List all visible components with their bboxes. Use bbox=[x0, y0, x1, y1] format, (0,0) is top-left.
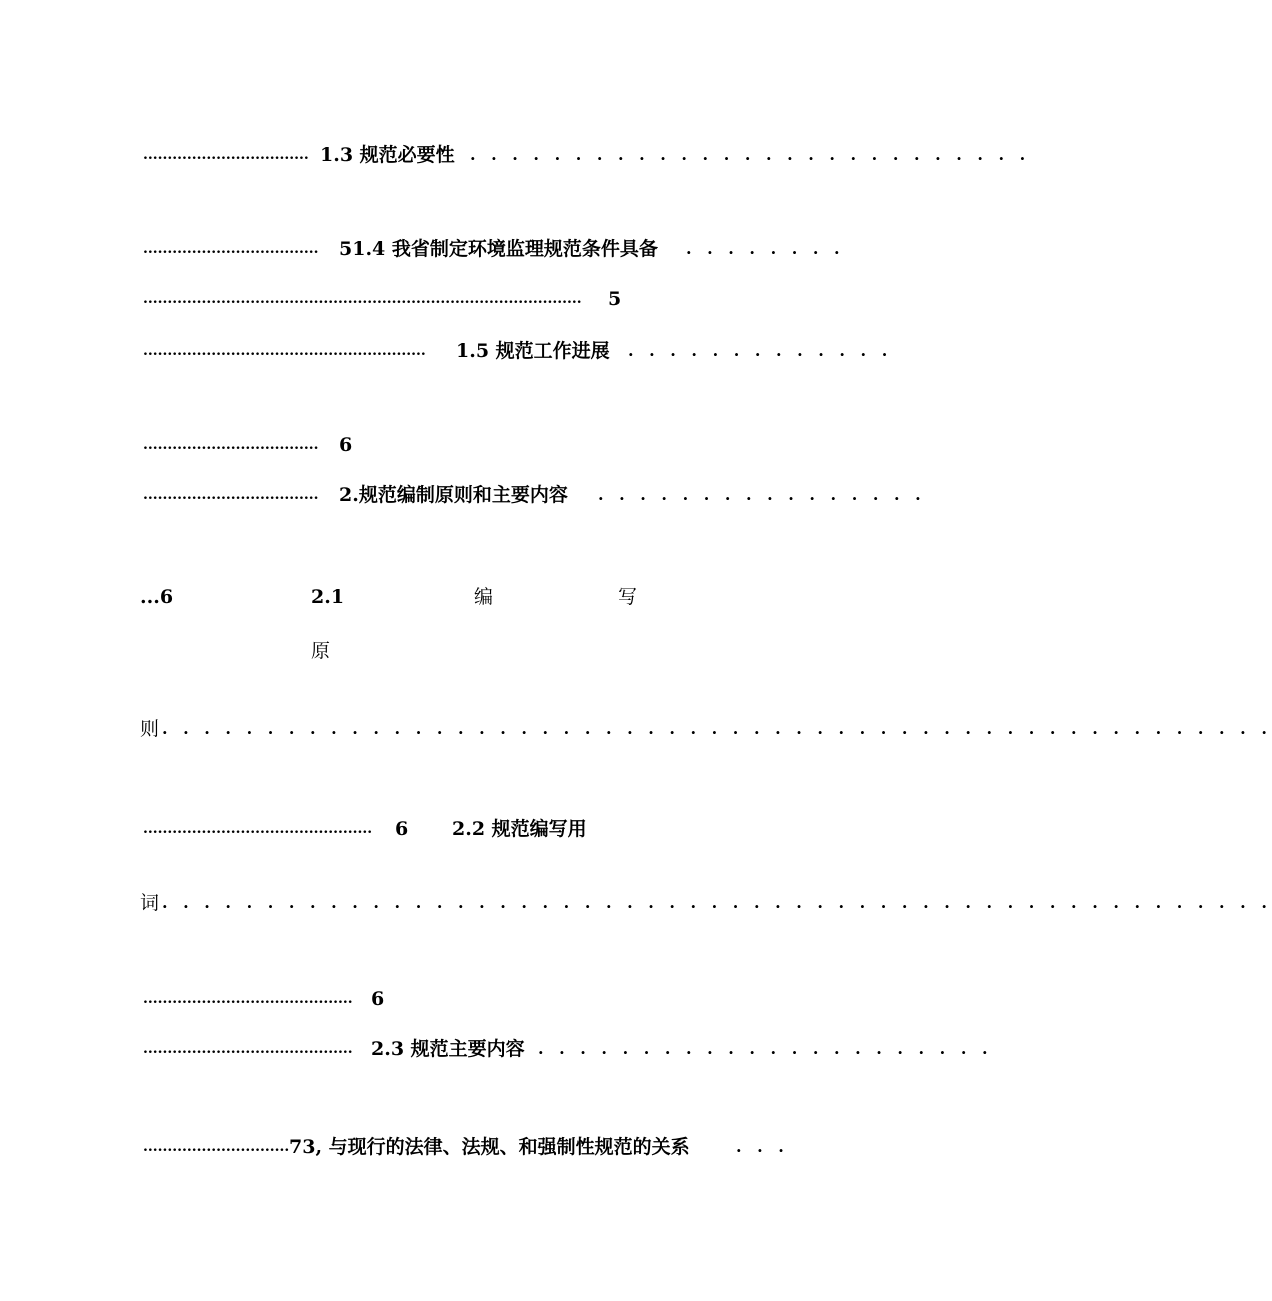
toc-entry-text: 1.5 规范工作进展 bbox=[456, 340, 610, 362]
toc-entry-char: 原 bbox=[311, 640, 331, 662]
toc-page-number: 6 bbox=[339, 434, 353, 456]
toc-leader-dots: .............................. bbox=[143, 1139, 290, 1155]
toc-entry-char: 编 bbox=[474, 586, 494, 608]
toc-entry-char: 则 bbox=[140, 718, 160, 740]
toc-entry-page-6 bbox=[0, 430, 920, 460]
toc-entry-char: 词 bbox=[140, 892, 160, 914]
toc-entry-text: 1.3 规范必要性 bbox=[320, 144, 455, 166]
toc-trail-dots: . . . . . . . . bbox=[686, 239, 845, 258]
toc-leader-dots: .................................. bbox=[143, 147, 309, 163]
toc-entry-2-2-end bbox=[0, 888, 1272, 918]
toc-trail-dots: . . . . . . . . . . . . . . . . . . . . . . . . . . . . . . . . . . . . . . . . . . . . . . . . . . . . . bbox=[162, 719, 1272, 738]
toc-page-number: 6 bbox=[371, 988, 385, 1010]
toc-leader-dots: .................................... bbox=[143, 437, 319, 453]
toc-leader-dots: ............................................... bbox=[143, 821, 373, 837]
toc-trail-dots: . . . bbox=[736, 1137, 789, 1156]
toc-trail-dots: . . . . . . . . . . . . . . . . bbox=[598, 485, 926, 504]
toc-entry-2-1-cont bbox=[0, 636, 920, 666]
toc-entry-char: 写 bbox=[618, 586, 638, 608]
toc-entry-2-2 bbox=[0, 814, 920, 844]
toc-entry-text: 2.3 规范主要内容 bbox=[371, 1038, 525, 1060]
toc-leader-dots: ........................................... bbox=[143, 991, 353, 1007]
toc-leader-dots: ........................................... bbox=[143, 1041, 353, 1057]
toc-entry-page-5 bbox=[0, 284, 920, 314]
toc-page-number: 5 bbox=[608, 288, 622, 310]
toc-entry-2-3 bbox=[0, 1034, 993, 1064]
toc-trail-dots: . . . . . . . . . . . . . . . . . . . . . . bbox=[538, 1039, 993, 1058]
toc-entry-2-1-end bbox=[0, 714, 1272, 744]
toc-entry-2 bbox=[0, 480, 926, 510]
toc-leader-dots: .......................................................................................... bbox=[143, 291, 582, 307]
toc-leader-dots: .......................................................... bbox=[143, 343, 426, 359]
toc-entry-text: 2.规范编制原则和主要内容 bbox=[339, 484, 568, 506]
toc-leader-dots: .................................... bbox=[143, 241, 319, 257]
toc-page-number: 6 bbox=[395, 818, 409, 840]
toc-entry-2-1 bbox=[0, 582, 920, 612]
toc-entry-text: 73, 与现行的法律、法规、和强制性规范的关系 bbox=[289, 1136, 690, 1158]
toc-page-number: ...6 bbox=[140, 586, 174, 608]
toc-entry-1-5 bbox=[0, 336, 920, 366]
toc-trail-dots: . . . . . . . . . . . . . . . . . . . . . . . . . . . . . . . . . . . . . . . . . . . . . . . . . . . . . bbox=[162, 893, 1272, 912]
toc-trail-dots: . . . . . . . . . . . . . . . . . . . . . . . . . . . bbox=[470, 145, 1031, 164]
toc-entry-1-4 bbox=[0, 234, 920, 264]
toc-leader-dots: .................................... bbox=[143, 487, 319, 503]
toc-entry-number: 2.1 bbox=[311, 586, 345, 608]
toc-entry-text: 2.2 规范编写用 bbox=[452, 818, 587, 840]
toc-entry-3 bbox=[0, 1132, 920, 1162]
toc-entry-1-3 bbox=[0, 140, 1031, 170]
toc-trail-dots: . . . . . . . . . . . . . bbox=[628, 341, 893, 360]
toc-entry-page-6b bbox=[0, 984, 920, 1014]
toc-entry-text: 51.4 我省制定环境监理规范条件具备 bbox=[339, 238, 658, 260]
